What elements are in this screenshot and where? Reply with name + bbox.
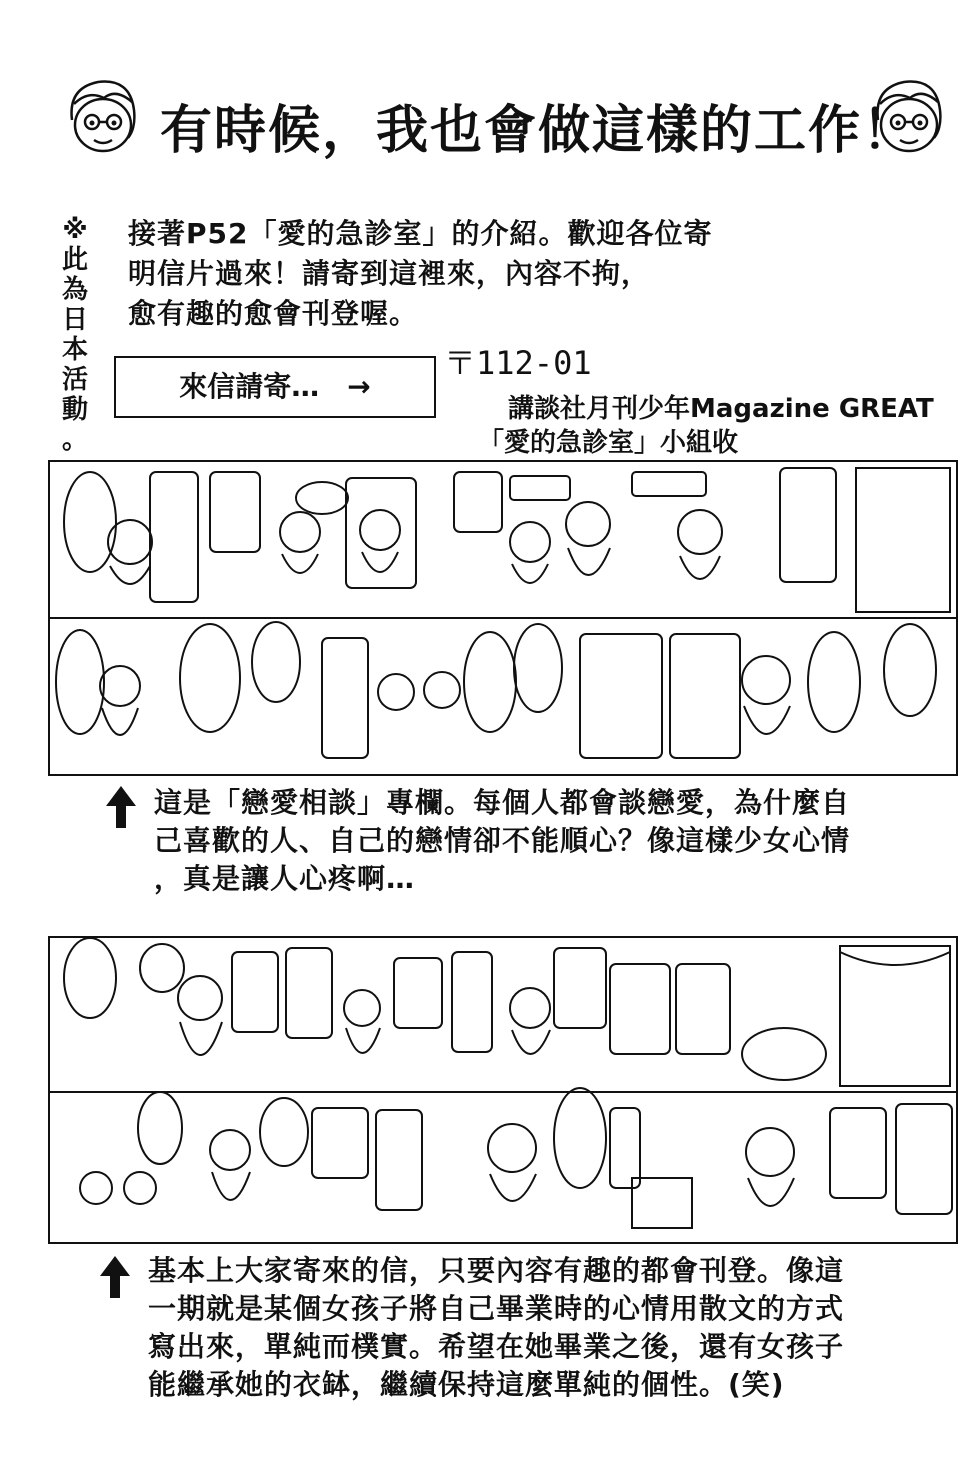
side-note-char: 此 [61, 245, 88, 275]
intro-line: 愈有趣的愈會刊登喔。 [128, 297, 419, 330]
caption-line: 寫出來，單純而樸實。希望在她畢業之後，還有女孩子 [148, 1330, 845, 1363]
side-note-char: 本 [61, 335, 88, 365]
arrow-up-icon [98, 1254, 132, 1300]
side-note [60, 215, 90, 455]
caption-line: ，真是讓人心疼啊… [154, 862, 416, 895]
side-note-char: 為 [61, 275, 88, 305]
caption-graduation [148, 1252, 908, 1404]
page-title: 有時候，我也會做這樣的工作！ [160, 101, 917, 161]
caption-line: 基本上大家寄來的信，只要內容有趣的都會刊登。像這 [148, 1254, 845, 1287]
caption-line: 能繼承她的衣缽，繼續保持這麼單純的個性。(笑) [148, 1368, 785, 1401]
comic-strip-love-consult [48, 460, 958, 776]
side-note-char: 日 [61, 305, 88, 335]
address-line-1: 講談社月刊少年Magazine GREAT [508, 394, 934, 424]
side-note-char: 動 [61, 395, 88, 425]
mail-to-box: 來信請寄… → [114, 356, 436, 418]
postal-code: 〒112-01 [444, 344, 592, 382]
comic-illustration [50, 938, 956, 1242]
caption-line: 一期就是某個女孩子將自己畢業時的心情用散文的方式 [148, 1292, 845, 1325]
intro-line: 明信片過來！請寄到這裡來，內容不拘， [128, 257, 651, 290]
side-note-char: 。 [61, 425, 88, 455]
address-line-2: 「愛的急診室」小組收 [478, 428, 739, 458]
intro-line: 接著P52「愛的急診室」的介紹。歡迎各位寄 [128, 217, 713, 250]
arrow-up-icon [104, 784, 138, 830]
side-note-char: 活 [61, 365, 88, 395]
caption-line: 這是「戀愛相談」專欄。每個人都會談戀愛，為什麼自 [154, 786, 851, 819]
caption-line: 己喜歡的人、自己的戀情卻不能順心？像這樣少女心情 [154, 824, 851, 857]
comic-illustration [50, 462, 956, 774]
intro-paragraph [128, 214, 828, 334]
caption-love-consult [154, 784, 914, 898]
author-face-icon [58, 70, 148, 160]
comic-strip-graduation [48, 936, 958, 1244]
side-note-char: ※ [62, 215, 88, 245]
